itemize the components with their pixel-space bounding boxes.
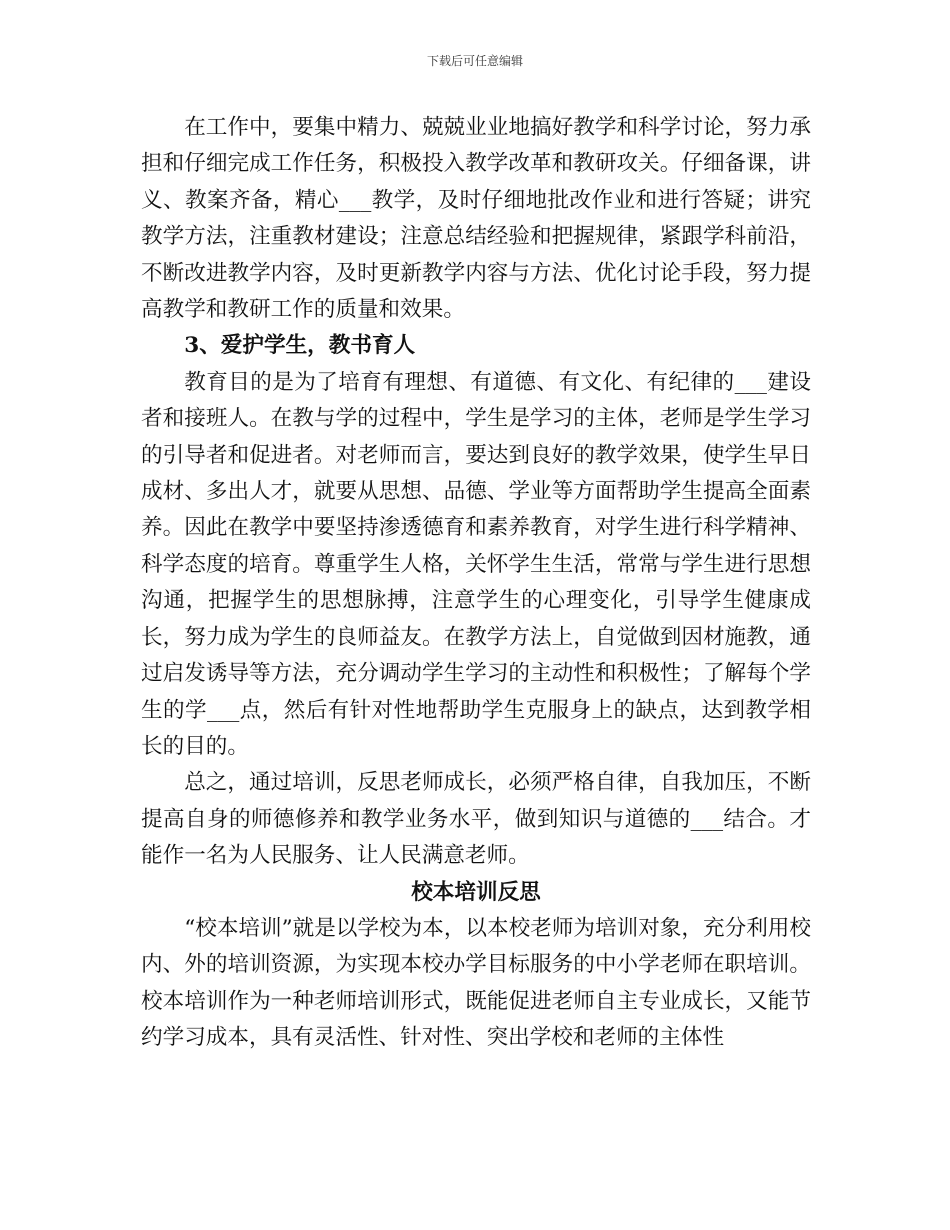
document-body bbox=[141, 110, 811, 1057]
page-header-note: 下载后可任意编辑 bbox=[426, 54, 523, 68]
paragraph-school-training: “校本培训”就是以学校为本，以本校老师为培训对象，充分利用校内、外的培训资源，为实现本校办学目标服务的中小学老师在职培训。校本培训作为一种老师培训形式，既能促进老师自主专业成长，又能节约学习成本，具有灵活性、针对性、突出学校和老师的主体性 bbox=[141, 915, 811, 1051]
paragraph-education-goal: 教育目的是为了培育有理想、有道德、有文化、有纪律的___建设者和接班人。在教与学的过程中，学生是学习的主体，老师是学生学习的引导者和促进者。对老师而言，要达到良好的教学效果，使学生早日成材、多出人才，就要从思想、品德、学业等方面帮助学生提高全面素养。因此在教学中要坚持渗透德育和素养教育，对学生进行科学精神、科学态度的培育。尊重学生人格，关怀学生生活，常常与学生进行思想沟通，把握学生的思想脉搏，注意学生的心理变化，引导学生健康成长，努力成为学生的良师益友。在教学方法上，自觉做到因材施教，通过启发诱导等方法，充分调动学生学习的主动性和积极性；了解每个学生的学___点，然后有针对性地帮助学生克服身上的缺点，达到教学相长的目的。 bbox=[141, 369, 811, 759]
paragraph-summary: 总之，通过培训，反思老师成长，必须严格自律，自我加压，不断提高自身的师德修养和教学业务水平，做到知识与道德的___结合。才能作一名为人民服务、让人民满意老师。 bbox=[141, 770, 811, 869]
section-heading-care-students: 3、爱护学生，教书育人 bbox=[184, 333, 416, 359]
section-title-school-training: 校本培训反思 bbox=[411, 879, 541, 905]
paragraph-work-attitude: 在工作中，要集中精力、兢兢业业地搞好教学和科学讨论，努力承担和仔细完成工作任务，积极投入教学改革和教研攻关。仔细备课，讲义、教案齐备，精心___教学，及时仔细地批改作业和进行答疑；讲究教学方法，注重教材建设；注意总结经验和把握规律，紧跟学科前沿，不断改进教学内容，及时更新教学内容与方法、优化讨论手段，努力提高教学和教研工作的质量和效果。 bbox=[141, 115, 811, 323]
